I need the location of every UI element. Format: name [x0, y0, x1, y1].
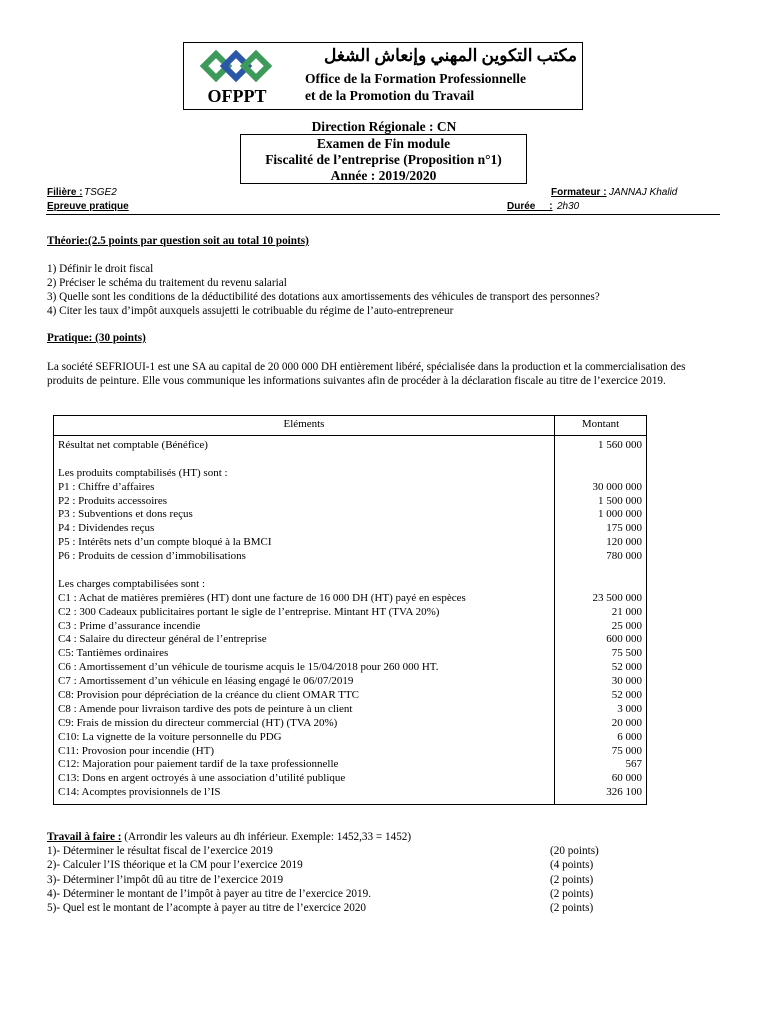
- table-row-montant: 175 000: [606, 522, 642, 535]
- table-row-montant: 326 100: [606, 786, 642, 799]
- table-row-element: C1 : Achat de matières premières (HT) dont une facture de 16 000 DH (HT) payé en espèces: [58, 591, 466, 604]
- table-row-montant: 1 560 000: [598, 439, 642, 451]
- table-row-montant: 567: [625, 758, 642, 771]
- table-row-montant: 120 000: [606, 536, 642, 549]
- elements-table: [53, 415, 647, 805]
- task-item: [47, 858, 647, 872]
- table-row-montant: 52 000: [611, 661, 642, 674]
- table-row-montant: [559, 453, 642, 467]
- office-line-2: et de la Promotion du Travail: [305, 88, 475, 103]
- epreuve-label: Epreuve pratique: [47, 201, 129, 212]
- table-row-element: C7 : Amortissement d’un véhicule en léasing engagé le 06/07/2019: [58, 675, 354, 688]
- task-item: [47, 901, 647, 915]
- task-points: (2 points): [550, 873, 594, 886]
- theory-heading: Théorie:(2.5 points par question soit au total 10 points): [47, 235, 309, 247]
- exam-title: Examen de Fin module: [316, 136, 451, 151]
- table-row-element: C6 : Amortissement d’un véhicule de tourisme acquis le 15/04/2018 pour 260 000 HT.: [58, 661, 439, 674]
- theory-questions: [47, 262, 600, 318]
- table-row-montant: 30 000: [611, 675, 642, 688]
- tasks-section: [47, 830, 647, 915]
- task-points: (20 points): [550, 845, 599, 858]
- table-row-montant: 21 000: [611, 605, 642, 618]
- logo-name: OFPPT: [207, 86, 267, 106]
- module-title: Fiscalité de l’entreprise (Proposition n°1): [265, 152, 502, 167]
- task-text: 3)- Déterminer l’impôt dû au titre de l’exercice 2019: [47, 873, 284, 886]
- exam-year: Année : 2019/2020: [330, 168, 437, 183]
- column-header-montant: Montant: [555, 416, 647, 436]
- table-row-element: C12: Majoration pour paiement tardif de la taxe professionnelle: [58, 758, 339, 771]
- table-row-montant: 6 000: [617, 730, 642, 743]
- theory-question: 3) Quelle sont les conditions de la déductibilité des dotations aux amortissements des véhicules de transport des personnes?: [47, 291, 600, 303]
- table-row-element: C3 : Prime d’assurance incendie: [58, 619, 201, 632]
- table-row-element: P5 : Intérêts nets d’un compte bloqué à la BMCI: [58, 536, 272, 549]
- divider: [46, 214, 720, 215]
- table-row-montant: [559, 578, 642, 592]
- task-item: [47, 873, 647, 887]
- table-row-element: C13: Dons en argent octroyés à une association d’utilité publique: [58, 772, 346, 785]
- tasks-note: (Arrondir les valeurs au dh inférieur. Exemple: 1452,33 = 1452): [121, 831, 412, 843]
- table-row-element: Les charges comptabilisées sont :: [58, 577, 206, 590]
- table-row-element: C9: Frais de mission du directeur commercial (HT) (TVA 20%): [58, 716, 338, 729]
- task-item: [47, 887, 647, 901]
- task-text: 4)- Déterminer le montant de l’impôt à payer au titre de l’exercice 2019.: [47, 887, 371, 900]
- table-row-element: P6 : Produits de cession d’immobilisations: [58, 550, 246, 563]
- formateur-value: JANNAJ Khalid: [609, 187, 678, 198]
- tasks-heading-row: [47, 830, 647, 844]
- task-points: (2 points): [550, 901, 594, 914]
- task-text: 1)- Déterminer le résultat fiscal de l’exercice 2019: [47, 845, 273, 858]
- table-row-montant: 75 000: [611, 744, 642, 757]
- task-text: 2)- Calculer l’IS théorique et la CM pour l’exercice 2019: [47, 859, 303, 872]
- table-row-element: C10: La vignette de la voiture personnelle du PDG: [58, 730, 282, 743]
- task-points: (2 points): [550, 887, 594, 900]
- tasks-heading: Travail à faire :: [47, 831, 122, 843]
- formateur-label: Formateur :: [551, 187, 607, 198]
- table-row-montant: 600 000: [606, 633, 642, 646]
- table-row-montant: 23 500 000: [592, 591, 642, 604]
- table-row-element: C8 : Amende pour livraison tardive des pots de peinture à un client: [58, 702, 353, 715]
- table-row-montant: 780 000: [606, 550, 642, 563]
- table-row-montant: 52 000: [611, 689, 642, 702]
- montant-cell: [555, 436, 647, 805]
- theory-question: 2) Préciser le schéma du traitement du revenu salarial: [47, 277, 287, 289]
- task-item: [47, 844, 647, 858]
- table-row-montant: 20 000: [611, 716, 642, 729]
- filiere-label: Filière :: [47, 187, 83, 198]
- table-row-montant: 1 500 000: [598, 494, 642, 507]
- practice-heading: Pratique: (30 points): [47, 332, 146, 344]
- office-line-1: Office de la Formation Professionnelle: [305, 71, 526, 86]
- duree-label: Durée :: [507, 201, 553, 212]
- table-row-element: Les produits comptabilisés (HT) sont :: [58, 466, 228, 479]
- table-row-element: P2 : Produits accessoires: [58, 494, 168, 507]
- elements-cell: [54, 436, 555, 805]
- practice-intro: La société SEFRIOUI-1 est une SA au capital de 20 000 000 DH entièrement libéré, spécialisée dans la production et la commercialisation des produits de peinture. Elle vous communique les informations suivantes afin de procéder à la déclaration fiscale au titre de l’exercice 2019.: [47, 361, 686, 387]
- logo-diamonds-icon: [204, 54, 268, 78]
- table-row-element: C4 : Salaire du directeur général de l’entreprise: [58, 633, 267, 646]
- theory-question: 4) Citer les taux d’impôt auxquels assujetti le cotribuable du régime de l’auto-entrepreneur: [47, 305, 454, 317]
- table-row-montant: 1 000 000: [598, 508, 642, 521]
- table-row-element: P1 : Chiffre d’affaires: [58, 480, 155, 493]
- table-row-montant: [559, 467, 642, 481]
- table-row-element: [58, 564, 550, 578]
- table-row-element: C8: Provision pour dépréciation de la créance du client OMAR TTC: [58, 689, 360, 702]
- theory-question: 1) Définir le droit fiscal: [47, 263, 154, 275]
- table-row-element: P3 : Subventions et dons reçus: [58, 508, 193, 521]
- table-row-element: C5: Tantièmes ordinaires: [58, 647, 169, 660]
- table-row-montant: 25 000: [611, 619, 642, 632]
- direction-regionale: Direction Régionale : CN: [311, 119, 457, 134]
- table-row-element: [58, 453, 550, 467]
- task-text: 5)- Quel est le montant de l’acompte à payer au titre de l’exercice 2020: [47, 901, 367, 914]
- table-row-montant: [559, 564, 642, 578]
- table-row-element: C2 : 300 Cadeaux publicitaires portant le sigle de l’entreprise. Mintant HT (TVA 20%): [58, 605, 440, 618]
- duree-value: 2h30: [557, 201, 580, 212]
- filiere-value: TSGE2: [84, 187, 117, 198]
- task-list: [47, 844, 647, 915]
- table-row-montant: 60 000: [611, 772, 642, 785]
- column-header-elements: Eléments: [54, 416, 555, 436]
- table-row-montant: 75 500: [611, 647, 642, 660]
- table-row-element: P4 : Dividendes reçus: [58, 522, 155, 535]
- task-points: (4 points): [550, 859, 594, 872]
- table-row-montant: 30 000 000: [592, 480, 642, 493]
- table-row-element: C14: Acomptes provisionnels de l’IS: [58, 786, 221, 799]
- table-row-element: Résultat net comptable (Bénéfice): [58, 439, 208, 451]
- table-row-montant: 3 000: [617, 702, 642, 715]
- arabic-title: مكتب التكوين المهني وإنعاش الشغل: [324, 46, 577, 65]
- table-row-element: C11: Provosion pour incendie (HT): [58, 744, 215, 757]
